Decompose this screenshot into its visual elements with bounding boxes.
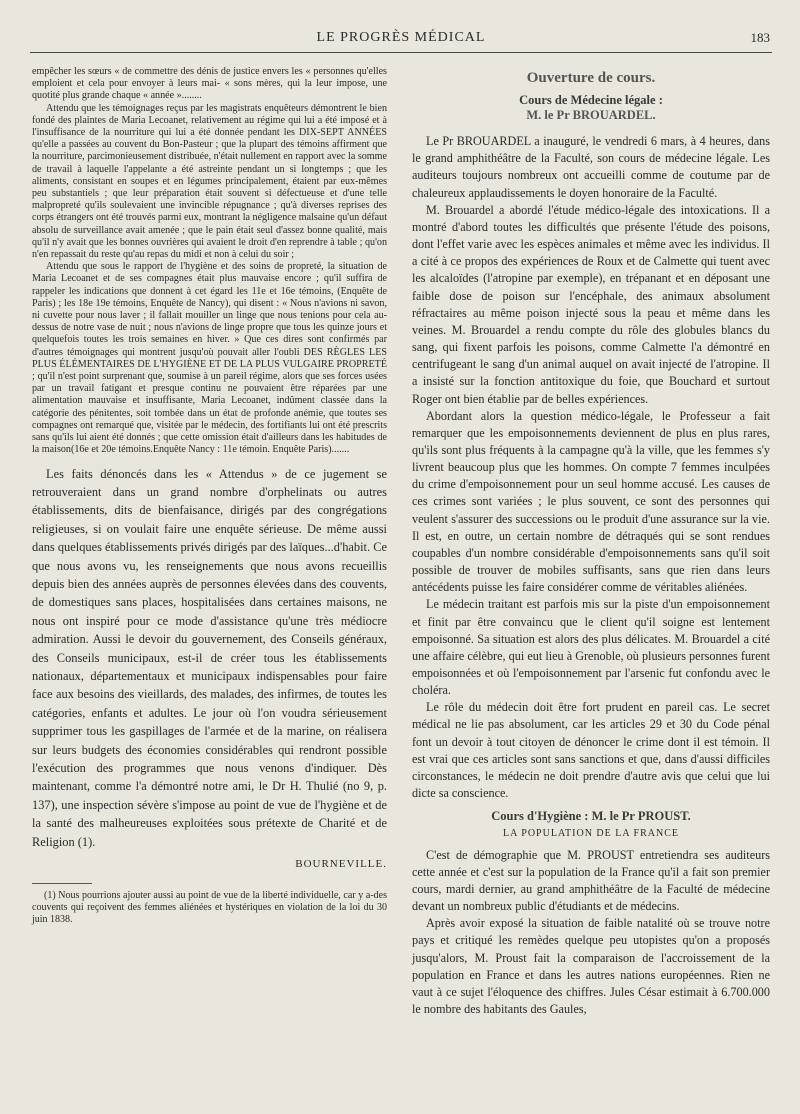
course-professor: M. le Pr BROUARDEL. — [526, 108, 656, 123]
footnote-text: (1) Nous pourrions ajouter aussi au point de vue de la liberté individuelle, car y a-des couvents qui reçoivent des femmes aliénées et hystériques en violation de la loi du 30 juin 1838. — [32, 890, 387, 926]
page-number: 183 — [750, 30, 770, 45]
footnote-divider — [32, 883, 92, 884]
right-column — [412, 66, 770, 1018]
left-column — [32, 66, 387, 926]
excerpt-paragraph: Attendu que les témoignages reçus par les magistrats enquêteurs démontrent le bien fondé des plaintes de Maria Lecoanet, relativement au régime qui lui a été imposé et à l'insuffisance de la nourriture qui lui a été donnée pendant les DIX-SEPT ANNÉES qu'elle a passées au couvent du Bon-Pasteur ; que la plupart des témoins affirment que la nourriture, parcimonieusement distribuée, n'était nullement en rapport avec la somme de travail à laquelle l'appelante a été astreinte pendant un si longtemps ; que les aliments, consistant en soupes et en légumes principalement, étaient par eux-mêmes peu substantiels ; que leur préparation était souvent si défectueuse et d'une telle malpropreté qu'ils soulevaient une invincible répugnance ; qu'à diverses reprises des corps étrangers ont été trouvés parmi eux, montrant la négligence malsaine qu'un défaut absolu de surveillance avait amenée ; que le pain était seul d'assez bonne qualité, mais qu'il n'y avait que les bonnes ouvrières qui avaient le droit d'en reprendre à table ; qu'on n'en repassait du reste qu'au repas du midi et non à celui du soir ; — [32, 102, 387, 261]
section-title: Ouverture de cours. — [526, 70, 656, 86]
journal-title: LE PROGRÈS MÉDICAL — [316, 30, 486, 45]
footnote — [32, 890, 387, 926]
author-signature: BOURNEVILLE. — [295, 858, 387, 871]
course-paragraph: M. Brouardel a abordé l'étude médico-légale des intoxications. Il a montré d'abord toutes les difficultés que présente l'étude des poisons, dont l'effet varie avec les espèces animales et même avec les individus. Il a cité à ce propos des expériences de Roux et de Calmette qui tuent avec les alcaloïdes (l'atropine par exemple), en trépanant et en déposant une faible dose de poison sur l'encéphale, des animaux absolument réfractaires au même poison injecté sous la peau et même dans les veines. M. Brouardel a rendu compte du rôle des globules blancs du sang, qui fixent parfois les poisons, comme Calmette l'a démontré en centrifugeant le sang d'un animal auquel on avait injecté de l'atropine. Il a insisté sur la fonction antitoxique du foie, que Bouchard et surtout Roger ont bien établie par de belles expériences. — [412, 202, 770, 406]
course-paragraph: Le médecin traitant est parfois mis sur la piste d'un empoisonnement et finit par être convaincu que le client qu'il soigne est lentement empoisonné. Sa situation est alors des plus délicates. M. Brouardel a cité une affaire célèbre, qui eut lieu à Grenoble, où plusieurs personnes furent empoisonnées et où l'empoisonnement par l'arsenic fut confondu avec le choléra. — [412, 597, 770, 698]
course-paragraph: Abordant alors la question médico-légale, le Professeur a fait remarquer que les empoisonnements deviennent de plus en plus rares, qu'ils sont plus fréquents à la campagne qu'à la ville, que les femmes s'y livrent beaucoup plus que les hommes. On compte 7 femmes inculpées du crime d'empoisonnement pour un seul homme accusé. Les causes de ces crimes sont variées ; le plus souvent, ce sont des personnes qui veulent s'assurer des successions ou le produit d'une assurance sur la vie. Il est, en outre, un certain nombre de détraqués qui se sont rendues coupables d'un nombre considérable d'empoisonnements sans qu'il soit possible de trouver de mobiles suffisants, sans que rien dans leurs antécédents puisse les faire considérer comme de véritables aliénées. — [412, 408, 770, 595]
page-header — [30, 26, 772, 53]
course-paragraph: C'est de démographie que M. PROUST entretiendra ses auditeurs cette année et c'est sur la population de la France qu'il a fait son premier cours, mardi dernier, au grand amphithéâtre de la Faculté de médecine devant un nombreux public d'étudiants et de médecins. — [412, 847, 770, 914]
course-title: Cours d'Hygiène : M. le Pr PROUST. — [491, 809, 691, 824]
course-title: Cours de Médecine légale : — [519, 93, 663, 108]
course-paragraph: Le rôle du médecin doit être fort prudent en pareil cas. Le secret médical ne lie pas absolument, car les articles 29 et 30 du Code pénal font un devoir à tout citoyen de dénoncer le crime dont il est témoin. Il est vrai que ces articles sont sans sanctions et que, dans d'aussi difficiles circonstances, le médecin ne doit prendre d'autre avis que celui que lui dicte sa conscience. — [412, 700, 770, 801]
course-subtitle: LA POPULATION DE LA FRANCE — [502, 828, 679, 840]
excerpt-paragraph: empêcher les sœurs « de commettre des dénis de justice envers les « personnes qu'elles emploient et cela pour envoyer à leurs mai- « sons mères, qui la leur impose, une quotité plus grande chaque « année »........ — [32, 66, 387, 102]
commentary — [32, 465, 387, 874]
course-paragraph: Le Pr BROUARDEL a inauguré, le vendredi 6 mars, à 4 heures, dans le grand amphithéâtre de la Faculté, son cours de médecine légale. Les auditeurs toujours nombreux ont accueilli comme de coutume par de chaleureux applaudissements le doyen honoraire de la Faculté. — [412, 134, 770, 200]
commentary-paragraph: Les faits dénoncés dans les « Attendus » de ce jugement se retrouveraient dans un grand nombre d'orphelinats ou autres établissements, dits de bienfaisance, dirigés par des congrégations religieuses, si on voulait faire une enquête sérieuse. De même aussi dans quelques établissements privés dirigés par des laïques...d'habit. Ce que nous avons vu, les renseignements que nous avons recueillis depuis bien des années auprès de personnes élevées dans des couvents, de domestiques sans places, hospitalisées dans certaines maisons, ne nous ont inspiré pour ce mode d'assistance qu'une très médiocre admiration. Aussi le devoir du gouvernement, des Conseils généraux, des Conseils municipaux, est-il de créer tous les établissements nationaux, départementaux et municipaux indispensables pour faire face aux besoins des vieillards, des malades, des infirmes, de toutes les catégories, enfants et adultes. Le jour où l'on voudra sérieusement supprimer tous les gaspillages de l'armée et de la marine, on réalisera sur leurs budgets des économies considérables qui rendront possible l'exécution des programmes que nous venons d'indiquer. Dès maintenant, comme l'a démontré notre ami, le Dr H. Thulié (no 9, p. 137), une inspection sévère s'impose au point de vue de l'hygiène et de la santé des malheureuses exploitées sous prétexte de Charité et de Religion (1). — [32, 466, 387, 849]
excerpt-paragraph: Attendu que sous le rapport de l'hygiène et des soins de propreté, la situation de Maria Lecoanet et de ses compagnes était plus mauvaise encore ; qu'il suffira de rappeler les indications que donnent à cet égard les 11e et 16e témoins, (Enquête de Paris) ; les 18e 19e témoins, Enquête de Nancy), qui disent : « Nous n'avions ni savon, ni cuvette pour nous laver ; il fallait mouiller un linge que nous tenions pour cela au-dessus de notre vase de nuit ; nous n'avions de linge propre que tous les quinze jours et quelquefois toutes les trois semaines en hiver. » Que ces dires sont confirmés par d'autres témoignages qui montrent jusqu'où pouvait aller l'oubli DES RÈGLES LES PLUS ÉLÉMENTAIRES DE L'HYGIÈNE ET DE LA PLUS VULGAIRE PROPRETÉ ; qu'il n'est point surprenant que, soumise à un pareil régime, alors que ses forces usées par un travail fatigant et presque continu ne pouvaient être réparées par une alimentation mauvaise et insuffisante, Maria Lecoanet, indûment classée dans la catégorie des pénitentes, soit tombée dans un état de profonde anémie, que toutes ses compagnes ont remarqué que, visitée par le médecin, des fortifiants lui ont été prescrits sans qu'ils lui aient été donnés ; que cette omission était d'ailleurs dans les habitudes de la maison(16e et 20e témoins.Enquête Nancy : 11e témoin. Enquête Paris)....... — [32, 261, 387, 456]
judgment-excerpt — [32, 66, 387, 457]
course-paragraph: Après avoir exposé la situation de faible natalité où se trouve notre pays et critiqué les remèdes quelque peu utopistes qu'on a proposés jusqu'alors, M. Proust fait la comparaison de l'accroissement de la population en France et dans les autres nations européennes. Rien ne vaut à ce sujet l'éloquence des chiffres. Jules César estimait à 6.700.000 le nombre des habitants des Gaules, — [412, 916, 770, 1016]
